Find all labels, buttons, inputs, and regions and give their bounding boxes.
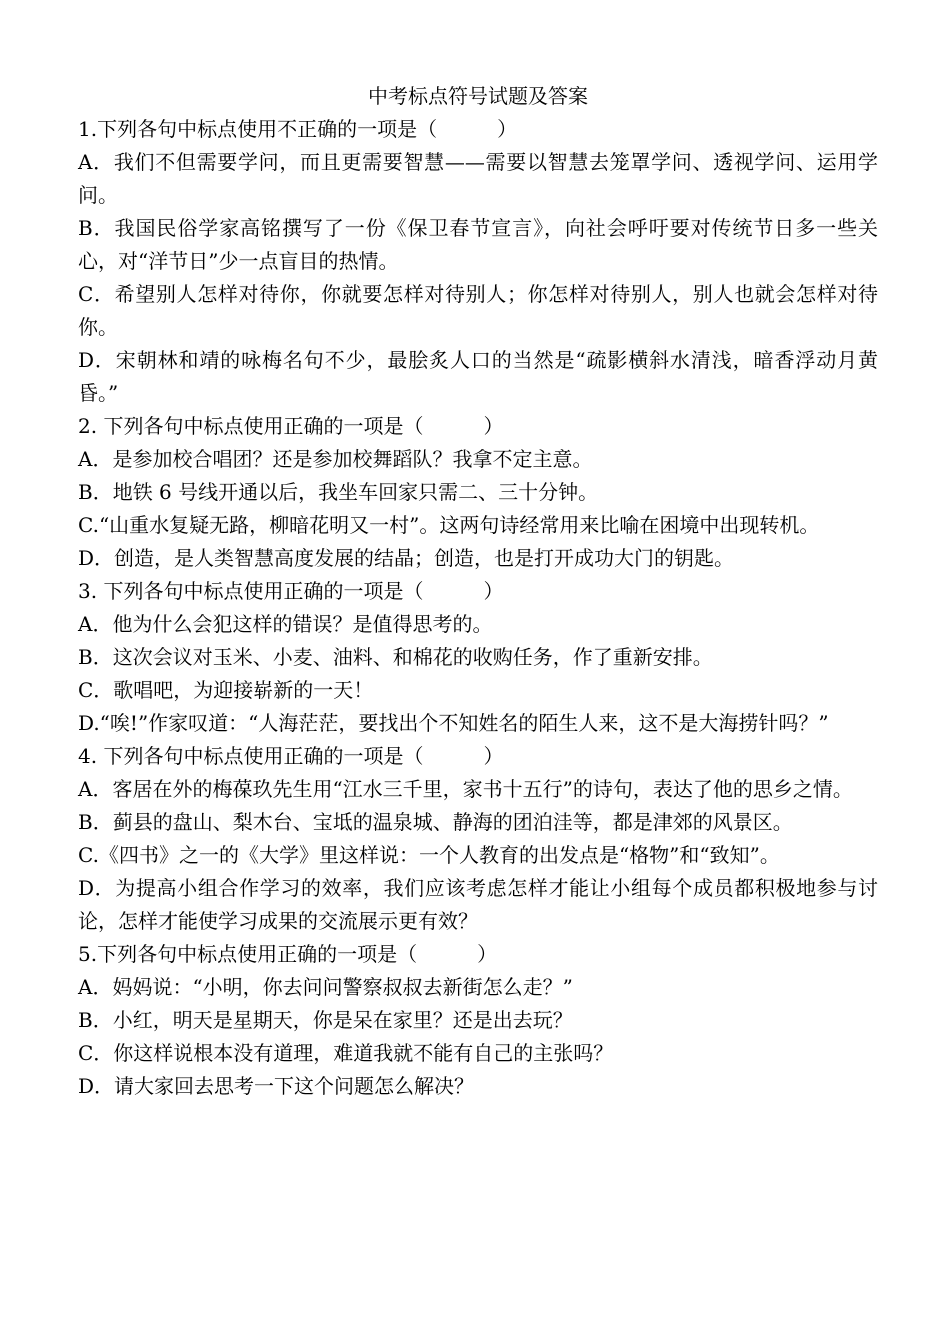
page-title: 中考标点符号试题及答案	[368, 84, 588, 108]
option-a: A．我们不但需要学问，而且更需要智慧——需要以智慧去笼罩学问、透视学问、运用学问。	[78, 150, 878, 207]
question-1	[78, 113, 878, 410]
option-a: A．妈妈说：“小明，你去问问警察叔叔去新街怎么走？”	[78, 975, 573, 999]
option-d: D．请大家回去思考一下这个问题怎么解决？	[78, 1074, 475, 1098]
option-a: A．是参加校合唱团？还是参加校舞蹈队？我拿不定主意。	[78, 447, 593, 471]
option-d: D．为提高小组合作学习的效率，我们应该考虑怎样才能让小组每个成员都积极地参与讨论，怎样才能使学习成果的交流展示更有效？	[78, 876, 878, 933]
option-b: B．小红，明天是星期天，你是呆在家里？还是出去玩？	[78, 1008, 573, 1032]
option-b: B．这次会议对玉米、小麦、油料、和棉花的收购任务，作了重新安排。	[78, 645, 713, 669]
document-page	[78, 80, 878, 1103]
question-3	[78, 575, 878, 740]
option-d: D．宋朝林和靖的咏梅名句不少，最脍炙人口的当然是“疏影横斜水清浅，暗香浮动月黄昏。”	[78, 348, 878, 405]
question-4	[78, 740, 878, 938]
question-stem: 5.下列各句中标点使用正确的一项是（ ）	[78, 942, 498, 966]
option-d: D．创造，是人类智慧高度发展的结晶；创造，也是打开成功大门的钥匙。	[78, 546, 735, 570]
question-stem: 4. 下列各句中标点使用正确的一项是（ ）	[78, 744, 504, 768]
option-d: D.“唉!”作家叹道：“人海茫茫，要找出个不知姓名的陌生人来，这不是大海捞针吗？”	[78, 711, 829, 735]
question-stem: 3. 下列各句中标点使用正确的一项是（ ）	[78, 579, 504, 603]
question-stem: 2. 下列各句中标点使用正确的一项是（ ）	[78, 414, 504, 438]
question-5	[78, 938, 878, 1103]
option-c: C.“山重水复疑无路，柳暗花明又一村”。这两句诗经常用来比喻在困境中出现转机。	[78, 513, 820, 537]
option-b: B．蓟县的盘山、梨木台、宝坻的温泉城、静海的团泊洼等，都是津郊的风景区。	[78, 810, 793, 834]
option-c: C．歌唱吧，为迎接崭新的一天！	[78, 678, 374, 702]
option-c: C．希望别人怎样对待你，你就要怎样对待别人；你怎样对待别人，别人也就会怎样对待你。	[78, 282, 878, 339]
option-b: B．地铁 6 号线开通以后，我坐车回家只需二、三十分钟。	[78, 480, 599, 504]
option-c: C.《四书》之一的《大学》里这样说：一个人教育的出发点是“格物”和“致知”。	[78, 843, 780, 867]
question-2	[78, 410, 878, 575]
option-a: A．客居在外的梅葆玖先生用“江水三千里，家书十五行”的诗句，表达了他的思乡之情。	[78, 777, 853, 801]
option-b: B．我国民俗学家高铭撰写了一份《保卫春节宣言》，向社会呼吁要对传统节日多一些关心，对“洋节日”少一点盲目的热情。	[78, 216, 878, 273]
option-a: A．他为什么会犯这样的错误？是值得思考的。	[78, 612, 493, 636]
option-c: C．你这样说根本没有道理，难道我就不能有自己的主张吗？	[78, 1041, 614, 1065]
question-stem: 1.下列各句中标点使用不正确的一项是（ ）	[78, 117, 518, 141]
